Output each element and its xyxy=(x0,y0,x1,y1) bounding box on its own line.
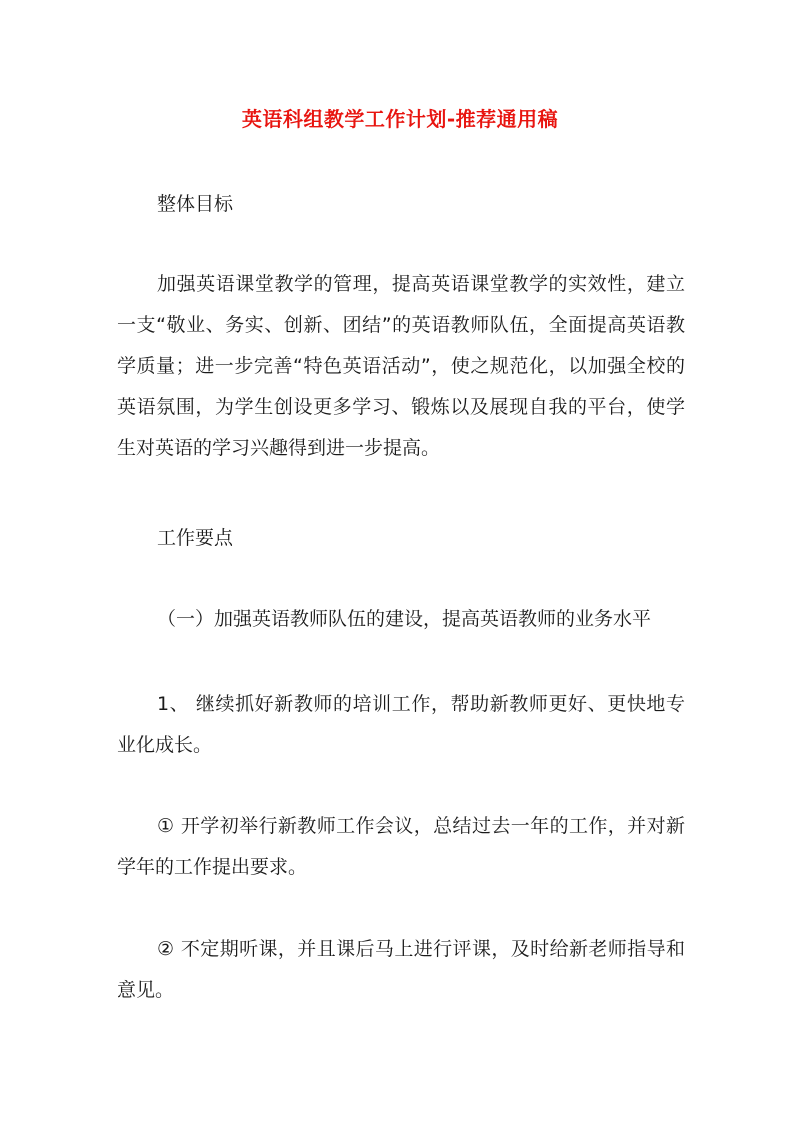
subsection-heading-teacher-team: （一）加强英语教师队伍的建设，提高英语教师的业务水平 xyxy=(157,608,652,630)
list-item-1-sub-2: ② 不定期听课，并且课后马上进行评课，及时给新老师指导和意见。 xyxy=(117,938,685,1001)
list-item-1: 1、 继续抓好新教师的培训工作，帮助新教师更好、更快地专业化成长。 xyxy=(117,693,685,756)
document-title: 英语科组教学工作计划-推荐通用稿 xyxy=(241,107,559,131)
list-item-1-sub-1: ① 开学初举行新教师工作会议，总结过去一年的工作，并对新学年的工作提出要求。 xyxy=(117,815,685,878)
section-heading-work-points: 工作要点 xyxy=(157,527,234,549)
paragraph-overall-goal: 加强英语课堂教学的管理，提高英语课堂教学的实效性，建立一支“敬业、务实、创新、团结”的英语教师队伍，全面提高英语教学质量；进一步完善“特色英语活动”，使之规范化，以加强全校的英语氛围，为学生创设更多学习、锻炼以及展现自我的平台，使学生对英语的学习兴趣得到进一步提高。 xyxy=(117,273,685,459)
section-heading-overall-goal: 整体目标 xyxy=(157,193,234,215)
